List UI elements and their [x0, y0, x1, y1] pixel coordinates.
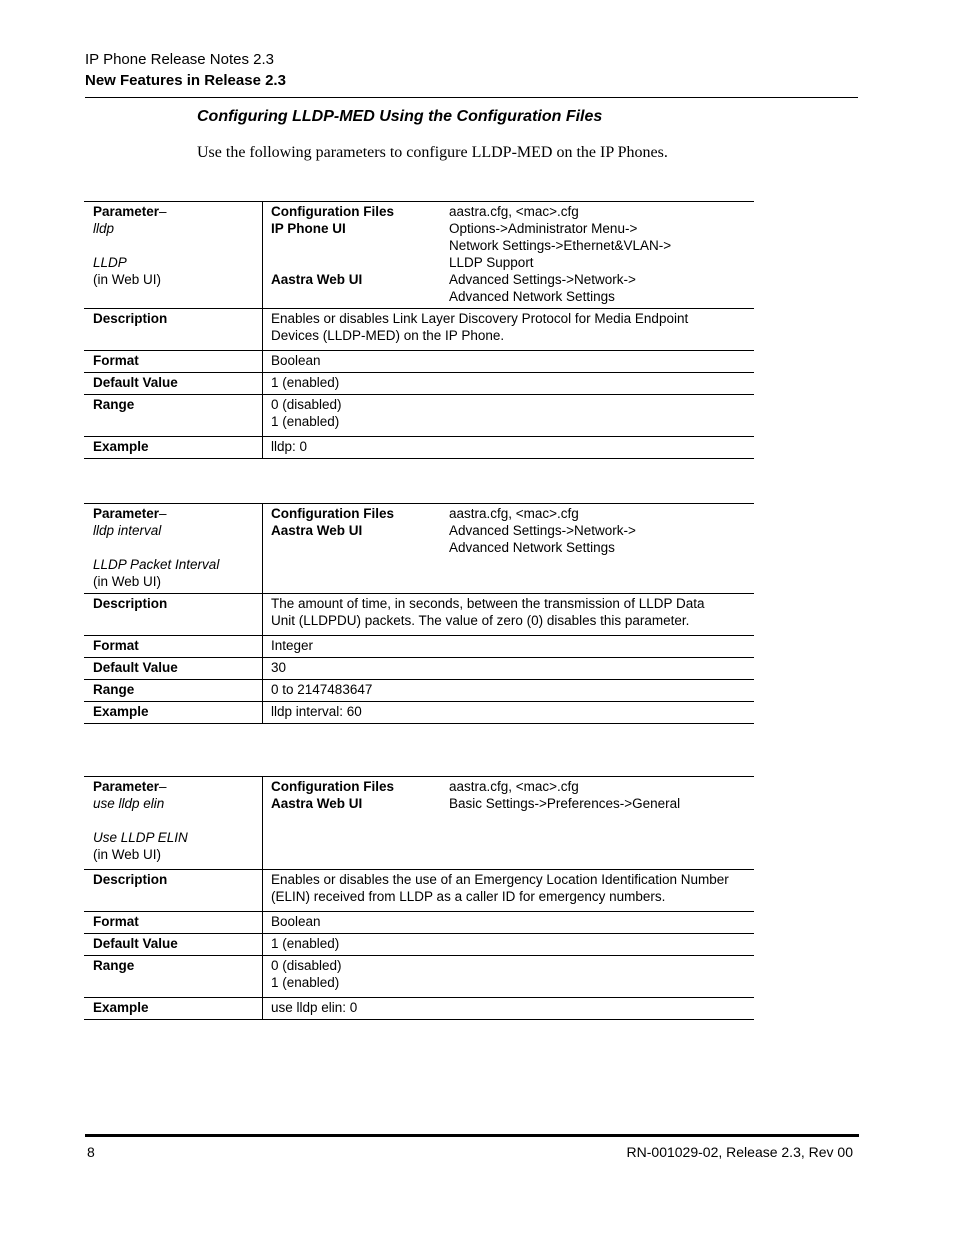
webui-note: (in Web UI): [93, 272, 162, 287]
config-row: [271, 271, 754, 305]
parameter-table-lldp-interval: [84, 503, 754, 724]
value-line: 1 (enabled): [271, 375, 340, 390]
row-label: Example: [84, 998, 263, 1020]
row-value: [263, 934, 755, 956]
config-value: Basic Settings->Preferences->General: [449, 796, 681, 811]
value-line: Enables or disables the use of an Emergency Location Identification Number: [271, 872, 729, 887]
row-label: Example: [84, 437, 263, 459]
row-value: [263, 437, 755, 459]
config-value: aastra.cfg, <mac>.cfg: [449, 204, 579, 219]
value-line: use lldp elin: 0: [271, 1000, 358, 1015]
config-value: Advanced Settings->Network->: [449, 272, 636, 287]
table-row: [84, 934, 754, 956]
parameter-dash: –: [159, 204, 167, 219]
table-row: [84, 956, 754, 998]
value-line: lldp interval: 60: [271, 704, 362, 719]
document-id: RN-001029-02, Release 2.3, Rev 00: [626, 1144, 853, 1160]
config-value: Advanced Network Settings: [449, 540, 615, 555]
table-row: [84, 680, 754, 702]
row-label: Default Value: [84, 373, 263, 395]
value-line: 0 (disabled): [271, 958, 342, 973]
config-label: Configuration Files: [271, 204, 394, 219]
value-line: Enables or disables Link Layer Discovery Protocol for Media Endpoint: [271, 311, 689, 326]
table-row: [84, 998, 754, 1020]
value-line: 1 (enabled): [271, 414, 340, 429]
row-value: [263, 912, 755, 934]
config-cell: [263, 202, 755, 309]
table-row: [84, 636, 754, 658]
value-line: 30: [271, 660, 287, 675]
value-line: 0 to 2147483647: [271, 682, 373, 697]
config-value: aastra.cfg, <mac>.cfg: [449, 779, 579, 794]
table-row: [84, 202, 754, 309]
row-value: [263, 998, 755, 1020]
parameter-name: use lldp elin: [93, 796, 165, 811]
page-number: 8: [87, 1144, 95, 1160]
row-label: Description: [84, 870, 263, 912]
parameter-name: lldp: [93, 221, 115, 236]
config-row: [271, 522, 754, 556]
parameter-cell: [84, 202, 263, 309]
config-row: [271, 220, 754, 271]
parameter-name: lldp interval: [93, 523, 162, 538]
row-label: Description: [84, 309, 263, 351]
table-row: [84, 395, 754, 437]
row-value: [263, 636, 755, 658]
row-value: [263, 658, 755, 680]
config-row: [271, 778, 754, 795]
config-value: LLDP Support: [449, 255, 534, 270]
config-label: Aastra Web UI: [271, 272, 363, 287]
value-line: Boolean: [271, 914, 321, 929]
row-label: Default Value: [84, 658, 263, 680]
row-value: [263, 373, 755, 395]
value-line: Boolean: [271, 353, 321, 368]
value-line: (ELIN) received from LLDP as a caller ID for emergency numbers.: [271, 889, 666, 904]
row-label: Format: [84, 912, 263, 934]
parameter-dash: –: [159, 506, 167, 521]
value-line: The amount of time, in seconds, between the transmission of LLDP Data: [271, 596, 705, 611]
row-label: Range: [84, 680, 263, 702]
table-row: [84, 702, 754, 724]
webui-name: LLDP: [93, 255, 127, 270]
table-row: [84, 912, 754, 934]
parameter-cell: [84, 504, 263, 594]
parameter-label: Parameter: [93, 506, 160, 521]
chapter-title: New Features in Release 2.3: [85, 72, 286, 89]
row-value: [263, 870, 755, 912]
row-label: Format: [84, 351, 263, 373]
config-label: Aastra Web UI: [271, 523, 363, 538]
config-label: Aastra Web UI: [271, 796, 363, 811]
table-row: [84, 351, 754, 373]
section-intro: Use the following parameters to configure LLDP-MED on the IP Phones.: [197, 144, 668, 161]
row-label: Range: [84, 395, 263, 437]
header-rule: [85, 97, 858, 98]
parameter-label: Parameter: [93, 779, 160, 794]
value-line: Integer: [271, 638, 314, 653]
webui-name: Use LLDP ELIN: [93, 830, 188, 845]
table-row: [84, 437, 754, 459]
webui-note: (in Web UI): [93, 574, 162, 589]
table-row: [84, 870, 754, 912]
value-line: 0 (disabled): [271, 397, 342, 412]
config-cell: [263, 504, 755, 594]
config-label: IP Phone UI: [271, 221, 346, 236]
table-row: [84, 777, 754, 870]
parameter-table-use-lldp-elin: [84, 776, 754, 1020]
doc-title: IP Phone Release Notes 2.3: [85, 51, 275, 68]
row-value: [263, 594, 755, 636]
footer-rule: [85, 1134, 859, 1137]
row-label: Format: [84, 636, 263, 658]
table-row: [84, 309, 754, 351]
row-label: Example: [84, 702, 263, 724]
config-row: [271, 203, 754, 220]
table-row: [84, 373, 754, 395]
value-line: Devices (LLDP-MED) on the IP Phone.: [271, 328, 505, 343]
section-title: Configuring LLDP-MED Using the Configuration Files: [197, 108, 603, 125]
row-value: [263, 680, 755, 702]
row-value: [263, 351, 755, 373]
row-label: Range: [84, 956, 263, 998]
parameter-table-lldp: [84, 201, 754, 459]
row-value: [263, 956, 755, 998]
value-line: 1 (enabled): [271, 975, 340, 990]
config-value: Advanced Network Settings: [449, 289, 615, 304]
row-label: Default Value: [84, 934, 263, 956]
value-line: Unit (LLDPDU) packets. The value of zero (0) disables this parameter.: [271, 613, 690, 628]
config-value: aastra.cfg, <mac>.cfg: [449, 506, 579, 521]
row-value: [263, 395, 755, 437]
config-value: Advanced Settings->Network->: [449, 523, 636, 538]
webui-name: LLDP Packet Interval: [93, 557, 220, 572]
parameter-label: Parameter: [93, 204, 160, 219]
parameter-cell: [84, 777, 263, 870]
config-row: [271, 795, 754, 812]
config-cell: [263, 777, 755, 870]
row-value: [263, 702, 755, 724]
table-row: [84, 658, 754, 680]
config-row: [271, 505, 754, 522]
webui-note: (in Web UI): [93, 847, 162, 862]
config-label: Configuration Files: [271, 506, 394, 521]
value-line: 1 (enabled): [271, 936, 340, 951]
table-row: [84, 594, 754, 636]
row-value: [263, 309, 755, 351]
config-label: Configuration Files: [271, 779, 394, 794]
config-value: Options->Administrator Menu->: [449, 221, 638, 236]
row-label: Description: [84, 594, 263, 636]
value-line: lldp: 0: [271, 439, 308, 454]
table-row: [84, 504, 754, 594]
config-value: Network Settings->Ethernet&VLAN->: [449, 238, 672, 253]
parameter-dash: –: [159, 779, 167, 794]
